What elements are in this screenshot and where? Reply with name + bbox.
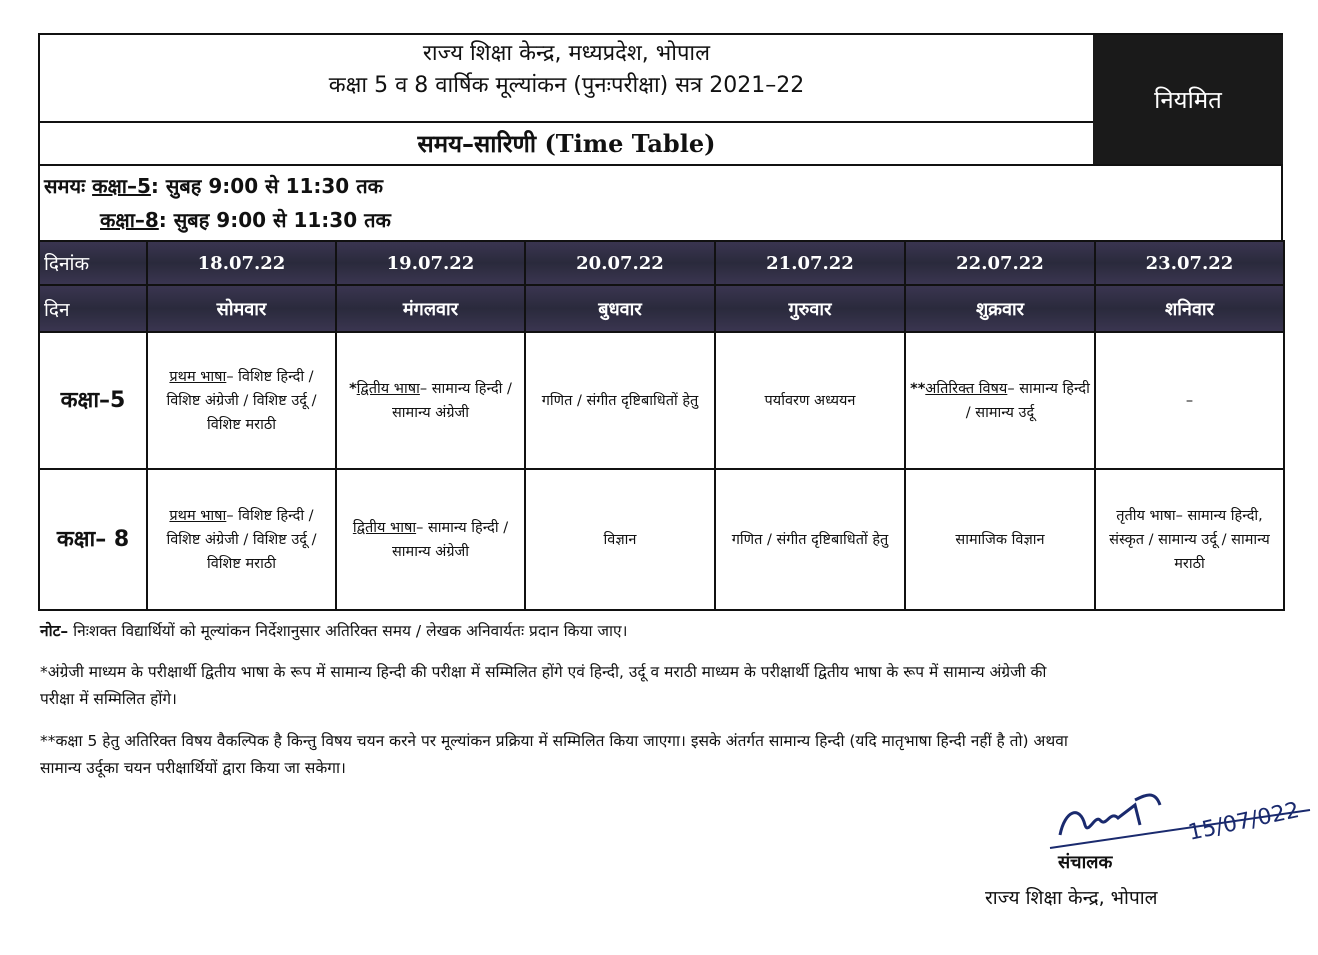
signatory-title: संचालक — [1058, 852, 1113, 873]
day-cell: शनिवार — [1095, 285, 1284, 332]
day-row — [39, 285, 1284, 332]
class5-row — [39, 332, 1284, 469]
date-cell: 22.07.22 — [905, 241, 1095, 285]
class8-row — [39, 469, 1284, 610]
cell-text: – विशिष्ट हिन्दी / विशिष्ट अंग्रेजी / विशिष्ट उर्दू / विशिष्ट मराठी — [166, 368, 317, 433]
signatory-organization: राज्य शिक्षा केन्द्र, भोपाल — [985, 887, 1158, 909]
timing-class8 — [100, 206, 391, 233]
cell-text: – विशिष्ट हिन्दी / विशिष्ट अंग्रेजी / विशिष्ट उर्दू / विशिष्ट मराठी — [166, 507, 317, 572]
subject-cell — [905, 469, 1095, 610]
cell-text: विज्ञान — [603, 531, 637, 548]
header-organization: राज्य शिक्षा केन्द्र, मध्यप्रदेश, भोपाल — [422, 41, 711, 66]
cell-text: – सामान्य हिन्दी / सामान्य अंग्रेजी — [391, 519, 509, 560]
header-title-block — [40, 35, 1093, 123]
timing-prefix: समयः — [44, 174, 86, 198]
note-additional-subject: **कक्षा 5 हेतु अतिरिक्त विषय वैकल्पिक है किन्तु विषय चयन करने पर मूल्यांकन प्रक्रिया में सम्मिलित किया जाएगा। इसके अंतर्गत सामान्य हिन्दी (यदि मातृभाषा हिन्दी नहीं है तो) अथवा सामान्य उर्दूका चयन परीक्षार्थियों द्वारा किया जा सकेगा। — [40, 732, 1068, 777]
note-label: नोट– — [40, 622, 69, 640]
class-label: कक्षा–5 — [39, 332, 147, 469]
day-cell: मंगलवार — [336, 285, 525, 332]
header-subtitle — [40, 123, 1093, 164]
timing-class8-label: कक्षा–8 — [100, 208, 159, 232]
subject-cell — [147, 332, 336, 469]
subject-cell — [336, 469, 525, 610]
cell-underlined: प्रथम भाषा — [169, 507, 227, 524]
cell-underlined: प्रथम भाषा — [169, 368, 227, 385]
cell-prefix: * — [349, 380, 357, 397]
subject-cell — [525, 469, 715, 610]
cell-text: गणित / संगीत दृष्टिबाधितों हेतु — [731, 531, 889, 548]
signature-icon — [1040, 780, 1318, 850]
cell-underlined: द्वितीय भाषा — [352, 519, 417, 536]
cell-text: तृतीय भाषा– सामान्य हिन्दी, संस्कृत / सामान्य उर्दू / सामान्य मराठी — [1109, 507, 1270, 572]
timing-block — [38, 166, 1283, 240]
subject-cell — [715, 469, 905, 610]
day-cell: गुरुवार — [715, 285, 905, 332]
subject-cell — [905, 332, 1095, 469]
date-row — [39, 241, 1284, 285]
subtitle-english: (Time Table) — [544, 129, 716, 158]
cell-text: सामाजिक विज्ञान — [955, 531, 1045, 548]
date-cell: 21.07.22 — [715, 241, 905, 285]
cell-text: गणित / संगीत दृष्टिबाधितों हेतु — [541, 392, 699, 409]
document-header — [38, 33, 1283, 166]
date-cell: 20.07.22 — [525, 241, 715, 285]
timing-class5-time: : सुबह 9:00 से 11:30 तक — [150, 174, 383, 198]
day-cell: सोमवार — [147, 285, 336, 332]
note-text: निःशक्त विद्यार्थियों को मूल्यांकन निर्देशानुसार अतिरिक्त समय / लेखक अनिवार्यतः प्रदान किया जाए। — [68, 622, 628, 640]
signature-date: 15/07/022 — [1186, 797, 1302, 846]
subject-cell — [525, 332, 715, 469]
cell-text: – सामान्य हिन्दी / सामान्य उर्दू — [965, 380, 1090, 421]
date-cell: 18.07.22 — [147, 241, 336, 285]
timing-class5 — [44, 172, 383, 199]
note-special-needs — [40, 618, 1080, 645]
regular-badge: नियमित — [1093, 35, 1283, 164]
timing-class5-label: कक्षा–5 — [92, 174, 151, 198]
subject-cell — [336, 332, 525, 469]
cell-prefix: ** — [910, 380, 926, 397]
subject-cell — [147, 469, 336, 610]
cell-text: – — [1185, 392, 1194, 409]
note-second-language: *अंग्रेजी माध्यम के परीक्षार्थी द्वितीय भाषा के रूप में सामान्य हिन्दी की परीक्षा में सम्मिलित होंगे एवं हिन्दी, उर्दू व मराठी माध्यम के परीक्षार्थी द्वितीय भाषा के रूप में सामान्य अंग्रेजी की परीक्षा में सम्मिलित होंगे। — [40, 663, 1047, 708]
subject-cell — [1095, 332, 1284, 469]
header-exam-title: कक्षा 5 व 8 वार्षिक मूल्यांकन (पुनःपरीक्षा) सत्र 2021–22 — [328, 73, 805, 98]
timing-class8-time: : सुबह 9:00 से 11:30 तक — [158, 208, 391, 232]
date-label: दिनांक — [39, 241, 147, 285]
subject-cell — [715, 332, 905, 469]
timetable — [38, 240, 1285, 611]
cell-underlined: अतिरिक्त विषय — [925, 380, 1008, 397]
cell-text: – सामान्य हिन्दी / सामान्य अंग्रेजी — [391, 380, 512, 421]
day-cell: शुक्रवार — [905, 285, 1095, 332]
day-label: दिन — [39, 285, 147, 332]
date-cell: 23.07.22 — [1095, 241, 1284, 285]
day-cell: बुधवार — [525, 285, 715, 332]
subject-cell — [1095, 469, 1284, 610]
class-label: कक्षा– 8 — [39, 469, 147, 610]
cell-text: पर्यावरण अध्ययन — [764, 392, 856, 409]
date-cell: 19.07.22 — [336, 241, 525, 285]
cell-underlined: द्वितीय भाषा — [356, 380, 420, 397]
subtitle-hindi: समय–सारिणी — [417, 130, 537, 158]
